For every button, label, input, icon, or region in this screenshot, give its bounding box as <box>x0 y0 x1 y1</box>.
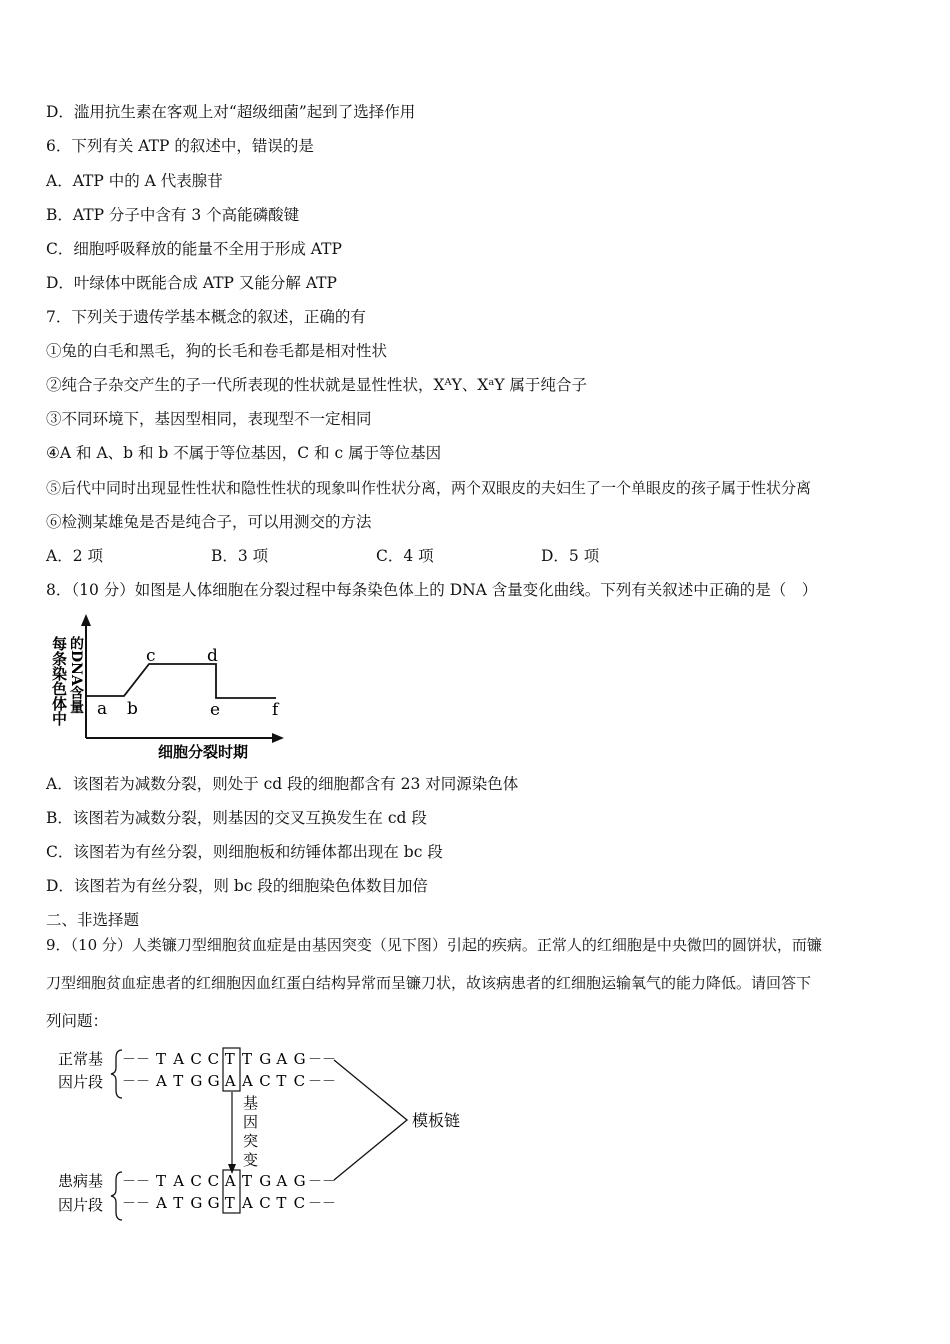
template-pointer <box>334 1060 407 1180</box>
q6-option-a: A．ATP 中的 A 代表腺苷 <box>46 172 223 190</box>
disease-top-base: C <box>207 1172 220 1190</box>
x-label: 细胞分裂时期 <box>158 743 249 761</box>
disease-bottom-tail-dash: －－ <box>308 1196 336 1212</box>
disease-bottom-base: C <box>259 1194 271 1212</box>
normal-top-lead-dash: －－ <box>122 1052 150 1068</box>
q7-option-a: A．2 项 <box>46 547 103 565</box>
normal-top-strand <box>156 1050 306 1068</box>
disease-bottom-base: G <box>190 1194 203 1212</box>
normal-bottom-base: A <box>156 1072 167 1090</box>
disease-label-1: 患病基 <box>58 1172 104 1190</box>
mutation-label-4: 变 <box>243 1151 259 1169</box>
disease-bottom-base: A <box>242 1194 253 1212</box>
dna-content-graph <box>44 612 294 762</box>
normal-label-2: 因片段 <box>58 1073 104 1091</box>
section-title: 二、非选择题 <box>46 911 140 929</box>
q7-item-2: ②纯合子杂交产生的子一代所表现的性状就是显性性状，XᴬY、XᵃY 属于纯合子 <box>46 376 587 394</box>
disease-bottom-strand <box>155 1194 305 1212</box>
q6-option-c: C．细胞呼吸释放的能量不全用于形成 ATP <box>46 240 342 258</box>
disease-top-base: G <box>293 1172 306 1190</box>
point-d: d <box>207 646 218 666</box>
q8-option-c: C．该图若为有丝分裂，则细胞板和纺锤体都出现在 bc 段 <box>46 843 443 861</box>
y-axis-arrow-icon <box>81 614 91 626</box>
point-c: c <box>146 646 156 666</box>
disease-brace-icon <box>111 1172 122 1220</box>
point-e: e <box>210 700 221 720</box>
disease-top-base: A <box>173 1172 185 1190</box>
q7-option-b: B．3 项 <box>211 547 269 565</box>
normal-bottom-base: G <box>190 1072 203 1090</box>
disease-top-base: G <box>259 1172 272 1190</box>
q7-item-3: ③不同环境下，基因型相同，表现型不一定相同 <box>46 410 372 428</box>
disease-top-tail-dash: －－ <box>308 1174 336 1190</box>
disease-bottom-base: C <box>293 1194 306 1212</box>
normal-top-tail-dash: －－ <box>308 1052 336 1068</box>
normal-bottom-base: C <box>293 1072 306 1090</box>
q6-option-b: B．ATP 分子中含有 3 个高能磷酸键 <box>46 206 300 224</box>
normal-bottom-base: G <box>207 1072 220 1090</box>
normal-bottom-base: A <box>242 1072 253 1090</box>
disease-bottom-base: T <box>173 1194 184 1212</box>
normal-bottom-base: T <box>173 1072 184 1090</box>
normal-top-base: C <box>190 1050 202 1068</box>
disease-top-base: T <box>156 1172 167 1190</box>
q7-item-1: ①兔的白毛和黑毛，狗的长毛和卷毛都是相对性状 <box>46 342 388 360</box>
disease-bottom-base: A <box>156 1194 167 1212</box>
disease-top-base: A <box>276 1172 288 1190</box>
disease-label-2: 因片段 <box>58 1196 104 1214</box>
q7-item-4: ④A 和 A、b 和 b 不属于等位基因，C 和 c 属于等位基因 <box>46 444 442 462</box>
q8-stem: 8．（10 分）如图是人体细胞在分裂过程中每条染色体上的 DNA 含量变化曲线。下列有关叙述中正确的是（ ） <box>46 581 818 599</box>
q9-line-2: 刀型细胞贫血症患者的红细胞因血红蛋白结构异常而呈镰刀状，故该病患者的红细胞运输氧气的能力降低。请回答下 <box>46 974 812 992</box>
normal-bottom-tail-dash: －－ <box>308 1074 336 1090</box>
q7-item-6: ⑥检测某雄兔是否是纯合子，可以用测交的方法 <box>46 513 372 531</box>
disease-top-base: A <box>224 1172 236 1190</box>
template-label: 模板链 <box>412 1111 461 1130</box>
normal-top-base: G <box>293 1050 306 1068</box>
q6-option-d: D．叶绿体中既能合成 ATP 又能分解 ATP <box>46 274 337 292</box>
normal-brace-icon <box>111 1050 122 1098</box>
disease-bottom-lead-dash: －－ <box>122 1196 150 1212</box>
q9-line-1: 9．（10 分）人类镰刀型细胞贫血症是由基因突变（见下图）引起的疾病。正常人的红细胞是中央微凹的圆饼状，而镰 <box>46 936 822 954</box>
normal-top-base: T <box>156 1050 167 1068</box>
q5-option-d: D．滥用抗生素在客观上对“超级细菌”起到了选择作用 <box>46 103 416 121</box>
y-label-col2: 的DNA含量 <box>68 636 84 714</box>
disease-top-lead-dash: －－ <box>122 1174 150 1190</box>
q7-option-d: D．5 项 <box>541 547 600 565</box>
q8-option-a: A．该图若为减数分裂，则处于 cd 段的细胞都含有 23 对同源染色体 <box>46 775 519 793</box>
normal-top-base: T <box>224 1050 235 1068</box>
normal-top-base: A <box>173 1050 185 1068</box>
gene-mutation-figure <box>52 1040 482 1225</box>
q7-item-5: ⑤后代中同时出现显性性状和隐性性状的现象叫作性状分离，两个双眼皮的夫妇生了一个单眼皮的孩子属于性状分离 <box>46 479 812 497</box>
y-label-col1: 每条染色体中 <box>50 636 68 726</box>
normal-top-base: G <box>259 1050 272 1068</box>
normal-top-base: T <box>242 1050 253 1068</box>
x-axis-arrow-icon <box>272 733 284 743</box>
normal-bottom-base: T <box>276 1072 287 1090</box>
mutation-label-2: 因 <box>243 1113 259 1131</box>
q7-option-c: C．4 项 <box>376 547 434 565</box>
q8-option-d: D．该图若为有丝分裂，则 bc 段的细胞染色体数目加倍 <box>46 877 428 895</box>
normal-bottom-strand <box>155 1072 305 1090</box>
normal-label-1: 正常基 <box>58 1050 104 1068</box>
disease-bottom-base: T <box>276 1194 287 1212</box>
point-a: a <box>97 699 108 719</box>
mutation-label-1: 基 <box>243 1094 259 1112</box>
normal-bottom-lead-dash: －－ <box>122 1074 150 1090</box>
q8-option-b: B．该图若为减数分裂，则基因的交叉互换发生在 cd 段 <box>46 809 427 827</box>
disease-bottom-base: T <box>224 1194 235 1212</box>
point-b: b <box>127 699 138 719</box>
normal-top-base: C <box>207 1050 220 1068</box>
disease-top-strand <box>156 1172 306 1190</box>
disease-top-base: C <box>190 1172 202 1190</box>
q7-stem: 7．下列关于遗传学基本概念的叙述，正确的有 <box>46 308 366 326</box>
normal-bottom-base: C <box>259 1072 271 1090</box>
dna-curve <box>86 664 276 698</box>
disease-top-base: T <box>242 1172 253 1190</box>
normal-top-base: A <box>276 1050 288 1068</box>
q6-stem: 6．下列有关 ATP 的叙述中，错误的是 <box>46 137 314 155</box>
mutation-label-3: 突 <box>243 1132 259 1150</box>
disease-bottom-base: G <box>207 1194 220 1212</box>
normal-bottom-base: A <box>224 1072 236 1090</box>
point-f: f <box>272 700 279 720</box>
q9-line-3: 列问题： <box>46 1012 109 1030</box>
